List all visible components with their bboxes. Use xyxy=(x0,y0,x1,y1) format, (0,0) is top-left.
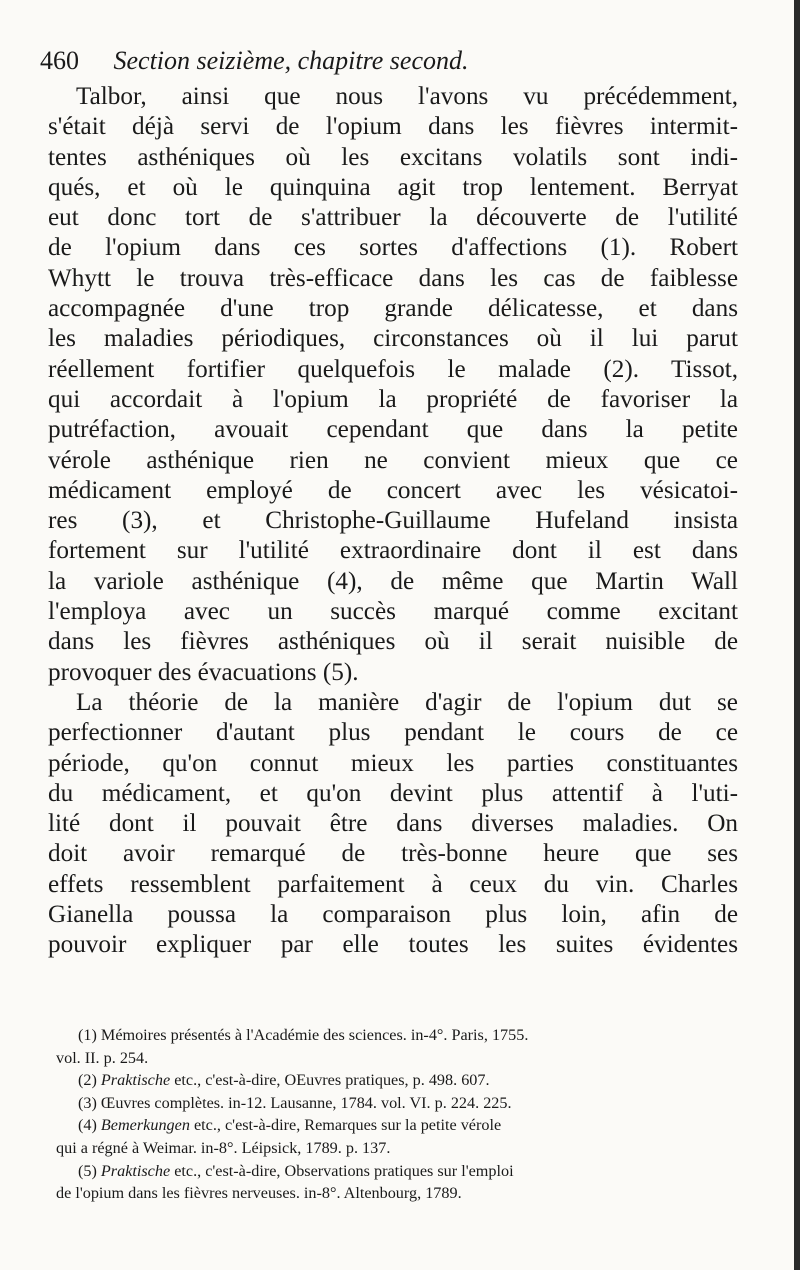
text-line: doit avoir remarqué de très-bonne heure que ses xyxy=(48,840,738,868)
footnote-text: etc., c'est-à-dire, Remarques sur la petite vérole xyxy=(193,1116,502,1135)
footnote-work-title: Bemerkungen xyxy=(100,1116,190,1135)
text-line: pouvoir expliquer par elle toutes les suites évidentes xyxy=(48,931,738,959)
text-line: putréfaction, avouait cependant que dans la petite xyxy=(48,416,738,444)
running-title: Section seizième, chapitre second. xyxy=(113,46,469,75)
footnote-4 xyxy=(56,1114,740,1137)
text-line: qui accordait à l'opium la propriété de favoriser la xyxy=(48,385,738,413)
text-line: res (3), et Christophe-Guillaume Hufeland insista xyxy=(48,507,738,535)
text-line: période, qu'on connut mieux les parties constituantes xyxy=(48,749,738,777)
text-line: s'était déjà servi de l'opium dans les fièvres intermit- xyxy=(48,113,738,141)
footnotes xyxy=(56,1024,740,1205)
text-line: provoquer des évacuations (5). xyxy=(48,658,359,686)
footnote-label: (5) xyxy=(78,1161,97,1180)
paragraph-1 xyxy=(48,82,738,688)
page-number: 460 xyxy=(40,46,79,75)
running-header xyxy=(40,44,740,78)
text-line: la variole asthénique (4), de même que Martin Wall xyxy=(48,567,738,595)
footnote-2 xyxy=(56,1069,740,1092)
text-line: l'employa avec un succès marqué comme excitant xyxy=(48,598,738,626)
text-line: lité dont il pouvait être dans diverses maladies. On xyxy=(48,810,738,838)
footnote-text: etc., c'est-à-dire, OEuvres pratiques, p. 498. 607. xyxy=(174,1071,490,1090)
paragraph-2 xyxy=(48,688,738,961)
text-line: tentes asthéniques où les excitans volatils sont indi- xyxy=(48,143,738,171)
text-line: Whytt le trouva très-efficace dans les cas de faiblesse xyxy=(48,264,738,292)
footnote-4-continued: qui a régné à Weimar. in-8°. Léipsick, 1789. p. 137. xyxy=(56,1138,391,1157)
text-line: qués, et où le quinquina agit trop lentement. Berryat xyxy=(48,173,738,201)
footnote-5-continued: de l'opium dans les fièvres nerveuses. in-8°. Altenbourg, 1789. xyxy=(56,1184,462,1203)
text-line: accompagnée d'une trop grande délicatesse, et dans xyxy=(48,295,738,323)
text-line: effets ressemblent parfaitement à ceux du vin. Charles xyxy=(48,870,738,898)
text-line: les maladies périodiques, circonstances où il lui parut xyxy=(48,325,738,353)
text-line: médicament employé de concert avec les vésicatoi- xyxy=(48,476,738,504)
text-line: perfectionner d'autant plus pendant le cours de ce xyxy=(48,719,738,747)
text-line: dans les fièvres asthéniques où il serait nuisible de xyxy=(48,628,738,656)
text-line: réellement fortifier quelquefois le malade (2). Tissot, xyxy=(48,355,738,383)
footnote-label: (4) xyxy=(78,1116,97,1135)
text-line: Gianella poussa la comparaison plus loin, afin de xyxy=(48,901,738,929)
main-text xyxy=(48,82,738,961)
text-line: vérole asthénique rien ne convient mieux que ce xyxy=(48,446,738,474)
text-line: de l'opium dans ces sortes d'affections (1). Robert xyxy=(48,234,738,262)
footnote-5 xyxy=(56,1160,740,1183)
footnote-1: (1) Mémoires présentés à l'Académie des sciences. in-4°. Paris, 1755. xyxy=(78,1026,529,1044)
footnote-3: (3) Œuvres complètes. in-12. Lausanne, 1784. vol. VI. p. 224. 225. xyxy=(78,1093,512,1112)
text-line: Talbor, ainsi que nous l'avons vu précédemment, xyxy=(76,83,738,110)
text-line: La théorie de la manière d'agir de l'opium dut se xyxy=(76,688,738,716)
text-line: eut donc tort de s'attribuer la découverte de l'utilité xyxy=(48,204,738,232)
text-line: fortement sur l'utilité extraordinaire dont il est dans xyxy=(48,537,738,565)
footnote-work-title: Praktische xyxy=(100,1161,171,1180)
footnote-text: etc., c'est-à-dire, Observations pratiques sur l'emploi xyxy=(174,1161,514,1180)
text-line: du médicament, et qu'on devint plus attentif à l'uti- xyxy=(48,779,738,807)
footnote-work-title: Praktische xyxy=(100,1071,171,1090)
footnote-label: (2) xyxy=(78,1071,97,1090)
footnote-1-continued: vol. II. p. 254. xyxy=(56,1048,149,1067)
